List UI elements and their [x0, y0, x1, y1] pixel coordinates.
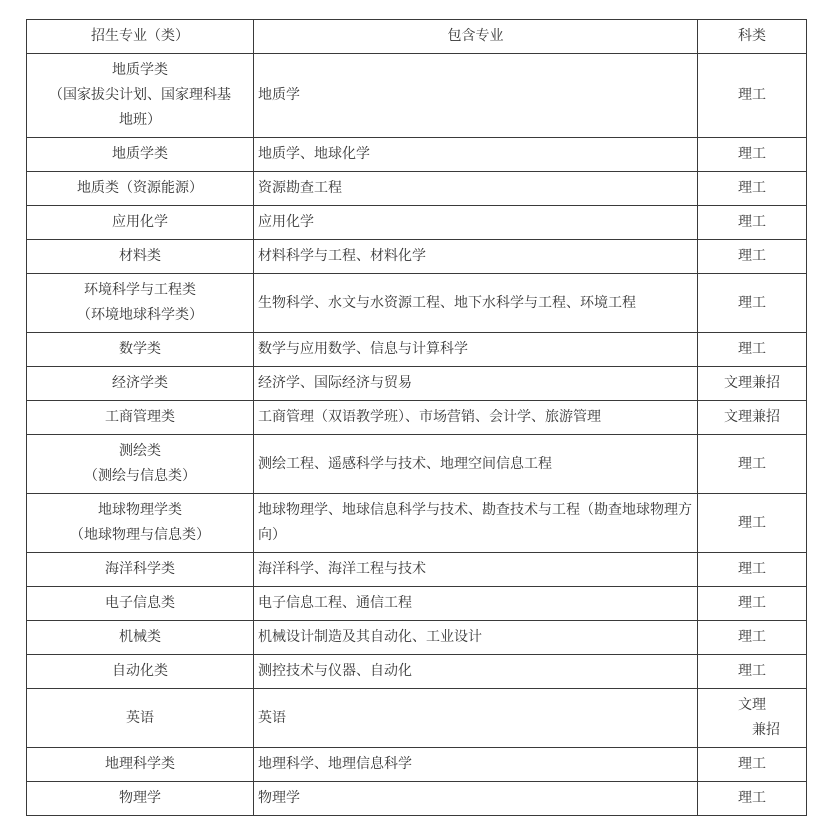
subject-type-cell: 理工 — [698, 274, 807, 333]
major-category-cell — [27, 494, 254, 553]
subject-type-cell: 理工 — [698, 587, 807, 621]
table-row — [27, 172, 807, 206]
table-row — [27, 435, 807, 494]
included-majors-cell: 海洋科学、海洋工程与技术 — [254, 553, 698, 587]
included-majors-cell: 资源勘查工程 — [254, 172, 698, 206]
table-row — [27, 621, 807, 655]
subject-type-line: 兼招 — [752, 722, 780, 738]
table-row — [27, 655, 807, 689]
included-majors-cell: 机械设计制造及其自动化、工业设计 — [254, 621, 698, 655]
header-major-category: 招生专业（类） — [27, 20, 254, 54]
table-row — [27, 274, 807, 333]
subject-type-cell — [698, 689, 807, 748]
subject-type-cell: 理工 — [698, 333, 807, 367]
admissions-table — [26, 19, 807, 816]
subject-type-cell: 理工 — [698, 435, 807, 494]
table-row — [27, 333, 807, 367]
subject-type-cell: 理工 — [698, 655, 807, 689]
included-majors-cell: 英语 — [254, 689, 698, 748]
subject-type-cell: 理工 — [698, 621, 807, 655]
header-included-majors: 包含专业 — [254, 20, 698, 54]
included-majors-cell: 材料科学与工程、材料化学 — [254, 240, 698, 274]
subject-type-cell: 理工 — [698, 138, 807, 172]
major-category-line: （测绘与信息类） — [84, 468, 196, 484]
included-majors-cell: 地质学 — [254, 54, 698, 138]
major-category-cell: 英语 — [27, 689, 254, 748]
major-category-cell: 材料类 — [27, 240, 254, 274]
included-majors-cell: 地质学、地球化学 — [254, 138, 698, 172]
subject-type-cell: 理工 — [698, 172, 807, 206]
table-row — [27, 782, 807, 816]
table-row — [27, 401, 807, 435]
included-majors-cell: 地球物理学、地球信息科学与技术、勘查技术与工程（勘查地球物理方向） — [254, 494, 698, 553]
table-row — [27, 553, 807, 587]
included-majors-cell: 物理学 — [254, 782, 698, 816]
major-category-line: 环境科学与工程类 — [84, 282, 196, 298]
major-category-cell: 工商管理类 — [27, 401, 254, 435]
major-category-line: 测绘类 — [119, 443, 161, 459]
major-category-cell: 地质学类 — [27, 138, 254, 172]
included-majors-cell: 数学与应用数学、信息与计算科学 — [254, 333, 698, 367]
included-majors-cell: 应用化学 — [254, 206, 698, 240]
major-category-cell: 经济学类 — [27, 367, 254, 401]
table-row — [27, 206, 807, 240]
major-category-line: 地班） — [119, 112, 161, 128]
major-category-cell: 机械类 — [27, 621, 254, 655]
major-category-line: 地质学类 — [112, 62, 168, 78]
major-category-cell: 海洋科学类 — [27, 553, 254, 587]
subject-type-cell: 理工 — [698, 494, 807, 553]
major-category-line: （环境地球科学类） — [77, 307, 203, 323]
major-category-cell: 物理学 — [27, 782, 254, 816]
major-category-line: 地球物理学类 — [98, 502, 182, 518]
subject-type-cell: 理工 — [698, 54, 807, 138]
major-category-line: （国家拔尖计划、国家理科基 — [49, 87, 231, 103]
included-majors-cell: 生物科学、水文与水资源工程、地下水科学与工程、环境工程 — [254, 274, 698, 333]
table-row — [27, 367, 807, 401]
major-category-cell — [27, 435, 254, 494]
major-category-cell: 电子信息类 — [27, 587, 254, 621]
table-row — [27, 494, 807, 553]
included-majors-cell: 工商管理（双语教学班）、市场营销、会计学、旅游管理 — [254, 401, 698, 435]
subject-type-cell: 理工 — [698, 206, 807, 240]
subject-type-line: 文理 — [738, 697, 766, 713]
table-header-row — [27, 20, 807, 54]
subject-type-cell: 理工 — [698, 553, 807, 587]
subject-type-cell: 理工 — [698, 748, 807, 782]
included-majors-cell: 经济学、国际经济与贸易 — [254, 367, 698, 401]
major-category-cell: 应用化学 — [27, 206, 254, 240]
table-row — [27, 240, 807, 274]
major-category-cell — [27, 54, 254, 138]
major-category-line: （地球物理与信息类） — [70, 527, 210, 543]
major-category-cell — [27, 274, 254, 333]
table-row — [27, 54, 807, 138]
major-category-cell: 自动化类 — [27, 655, 254, 689]
included-majors-cell: 电子信息工程、通信工程 — [254, 587, 698, 621]
included-majors-cell: 测绘工程、遥感科学与技术、地理空间信息工程 — [254, 435, 698, 494]
subject-type-cell: 理工 — [698, 782, 807, 816]
header-subject-type: 科类 — [698, 20, 807, 54]
major-category-cell: 数学类 — [27, 333, 254, 367]
included-majors-cell: 测控技术与仪器、自动化 — [254, 655, 698, 689]
subject-type-cell: 文理兼招 — [698, 367, 807, 401]
subject-type-cell: 理工 — [698, 240, 807, 274]
table-row — [27, 587, 807, 621]
subject-type-cell: 文理兼招 — [698, 401, 807, 435]
table-row — [27, 138, 807, 172]
table-row — [27, 748, 807, 782]
major-category-cell: 地质类（资源能源） — [27, 172, 254, 206]
included-majors-cell: 地理科学、地理信息科学 — [254, 748, 698, 782]
table-row — [27, 689, 807, 748]
major-category-cell: 地理科学类 — [27, 748, 254, 782]
